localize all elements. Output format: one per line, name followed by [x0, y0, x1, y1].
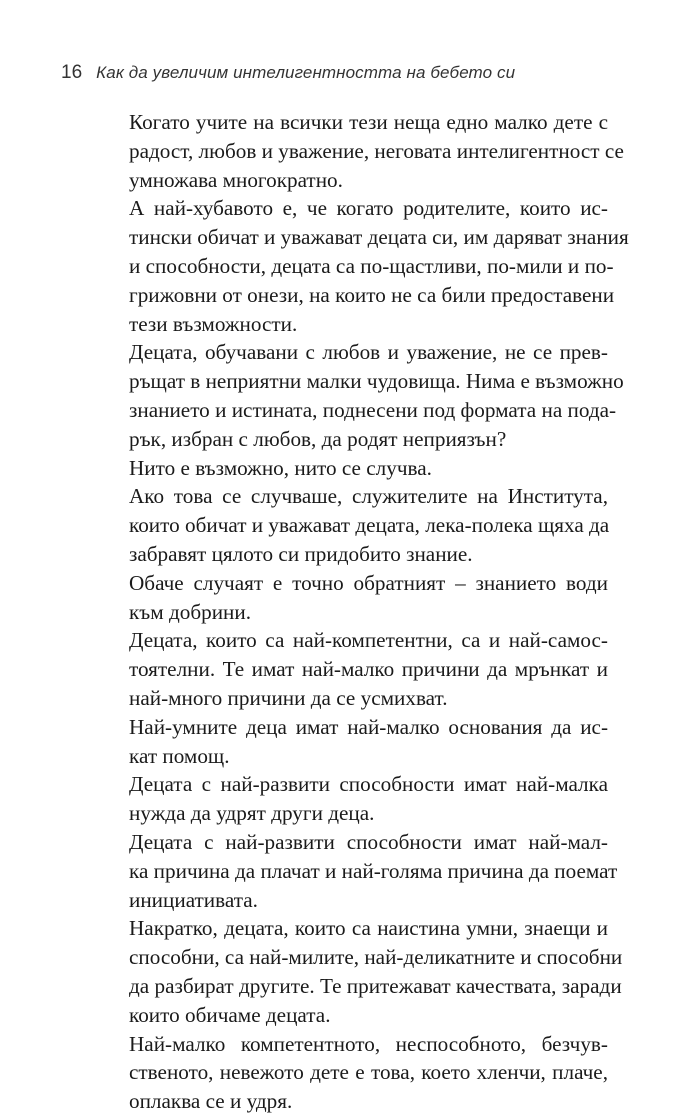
book-title: Как да увеличим интелигентността на бебето си [96, 63, 516, 82]
text-line: знанието и истината, поднесени под формата на пода- [129, 397, 617, 422]
text-line: ръщат в неприятни малки чудовища. Нима е възможно [129, 369, 624, 394]
text-line: нужда да удрят други деца. [129, 801, 375, 826]
text-line: грижовни от онези, на които не са били предоставени [129, 282, 615, 307]
text-line: Децата, които са най-компетентни, са и най-самос- [129, 628, 608, 653]
text-line: най-много причини да се усмихват. [129, 685, 448, 710]
text-line: тински обичат и уважават децата си, им даряват знания [129, 225, 629, 250]
text-line: Децата, обучавани с любов и уважение, не се прев- [129, 340, 608, 365]
text-line: радост, любов и уважение, неговата интелигентност се [129, 138, 624, 163]
body-text [92, 108, 629, 1116]
running-header [61, 62, 515, 88]
text-line: тоятелни. Те имат най-малко причини да мрънкат и [129, 657, 608, 682]
paragraph [92, 569, 608, 627]
text-line: Най-умните деца имат най-малко основания да ис- [129, 714, 608, 739]
text-line: които обичаме децата. [129, 1002, 331, 1027]
paragraph [92, 338, 624, 453]
text-line: Най-малко компетентното, неспособното, безчув- [129, 1031, 608, 1056]
text-line: Ако това се случваше, служителите на Института, [129, 484, 608, 509]
text-line: инициативата. [129, 887, 258, 912]
text-line: към добрини. [129, 599, 252, 624]
text-line: да разбират другите. Те притежават качествата, заради [129, 973, 622, 998]
paragraph [92, 626, 608, 712]
paragraph [92, 914, 623, 1029]
paragraph [92, 828, 618, 914]
text-line: кат помощ. [129, 743, 230, 768]
paragraph [92, 770, 608, 828]
paragraph [92, 108, 624, 194]
page-number: 16 [61, 62, 83, 83]
paragraph [92, 454, 608, 483]
text-line: Нито е възможно, нито се случва. [129, 455, 432, 480]
text-line: Накратко, децата, които са наистина умни, знаещи и [129, 916, 608, 941]
text-line: тези възможности. [129, 311, 298, 336]
paragraph [92, 482, 608, 568]
text-line: Обаче случаят е точно обратният – знанието води [129, 570, 608, 595]
text-line: забравят цялото си придобито знание. [129, 541, 473, 566]
text-line: Когато учите на всички тези неща едно малко дете с [129, 110, 608, 134]
text-line: ка причина да плачат и най-голяма причина да поемат [129, 858, 618, 883]
paragraph [92, 1030, 608, 1116]
text-line: ственото, невежото дете е това, което хленчи, плаче, [129, 1060, 608, 1085]
text-line: Децата с най-развити способности имат най-мал- [129, 829, 608, 854]
text-line: Децата с най-развити способности имат най-малка [129, 772, 608, 797]
paragraph [92, 713, 608, 771]
paragraph [92, 194, 629, 338]
text-line: рък, избран с любов, да родят неприязън? [129, 426, 507, 451]
text-line: които обичат и уважават децата, лека-полека щяха да [129, 513, 610, 538]
text-line: оплаква се и удря. [129, 1089, 293, 1114]
text-line: умножава многократно. [129, 167, 343, 192]
text-line: способни, са най-милите, най-деликатните и способни [129, 945, 623, 970]
text-line: А най-хубавото е, че когато родителите, които ис- [129, 196, 608, 221]
text-line: и способности, децата са по-щастливи, по-мили и по- [129, 253, 614, 278]
